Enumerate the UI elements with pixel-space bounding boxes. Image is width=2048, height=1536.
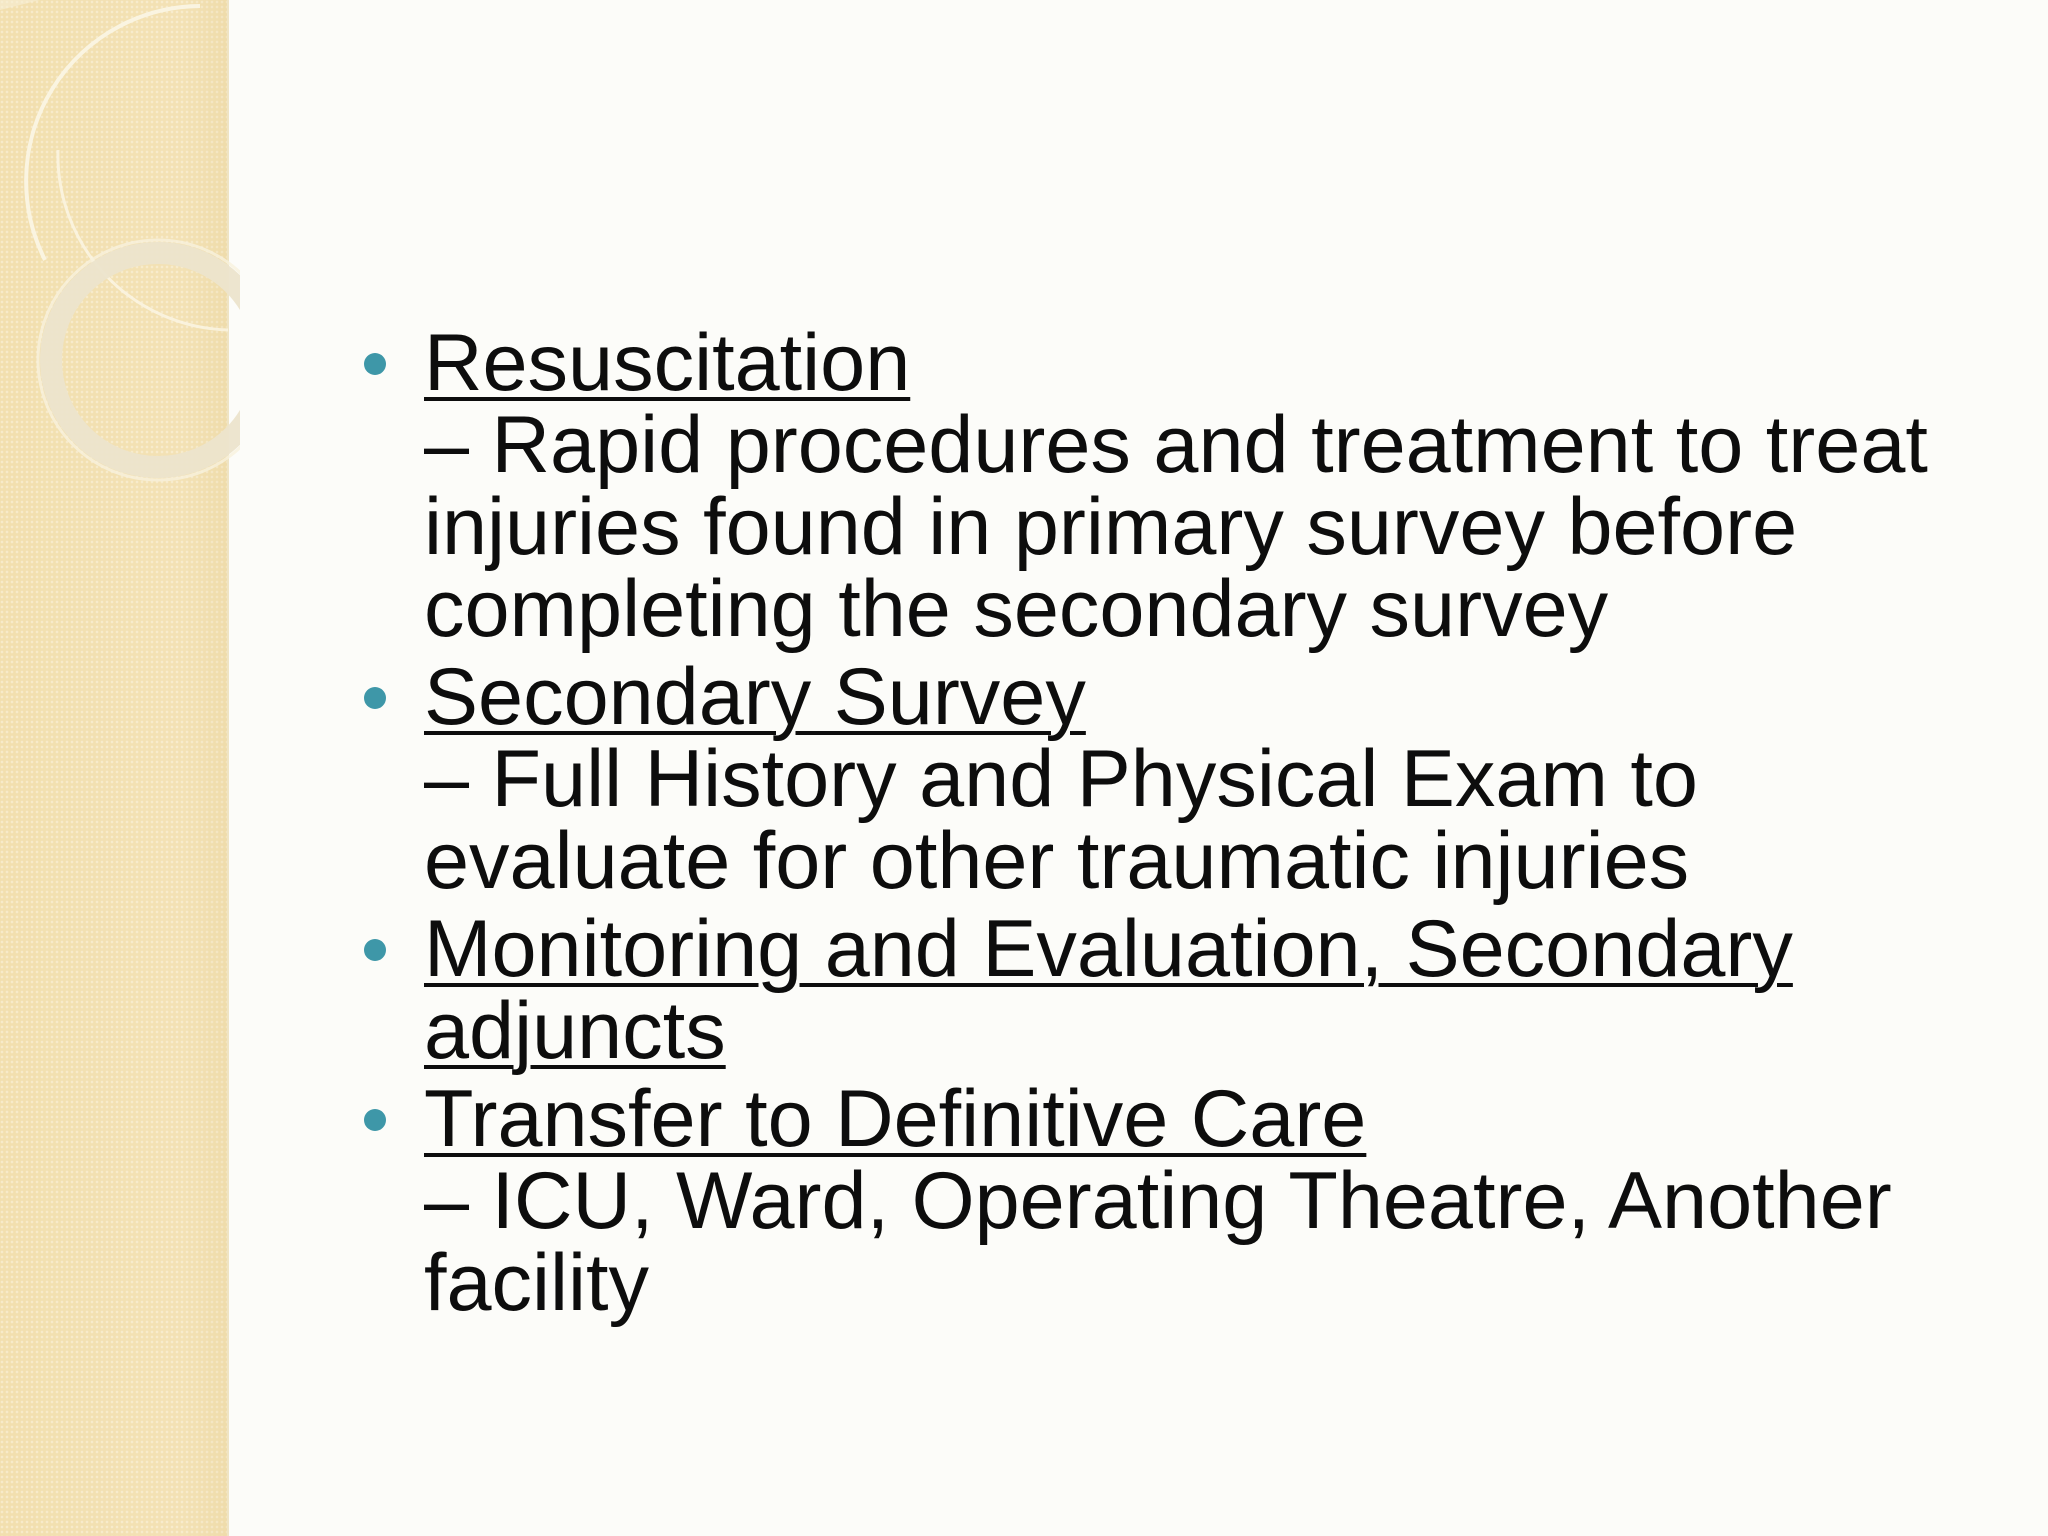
item-description: – ICU, Ward, Operating Theatre, Another facility (424, 1156, 1892, 1328)
item-description: – Full History and Physical Exam to evaluate for other traumatic injuries (424, 734, 1698, 906)
decorative-rings (0, 0, 240, 520)
list-item (352, 1074, 1992, 1328)
item-description: – Rapid procedures and treatment to treat injuries found in primary survey before completing the secondary survey (424, 400, 1928, 654)
list-item (352, 652, 1992, 906)
bullet-dot-icon (364, 687, 386, 709)
bullet-dot-icon (364, 1109, 386, 1131)
bullet-dot-icon (364, 939, 386, 961)
bullet-dot-icon (364, 353, 386, 375)
item-heading: Transfer to Definitive Care (424, 1074, 1367, 1164)
item-heading: Secondary Survey (424, 652, 1086, 742)
item-heading: Monitoring and Evaluation, Secondary adjuncts (424, 904, 1793, 1076)
item-heading: Resuscitation (424, 318, 911, 408)
list-item (352, 318, 1992, 654)
bullet-list (352, 318, 1992, 1330)
list-item (352, 904, 1992, 1076)
